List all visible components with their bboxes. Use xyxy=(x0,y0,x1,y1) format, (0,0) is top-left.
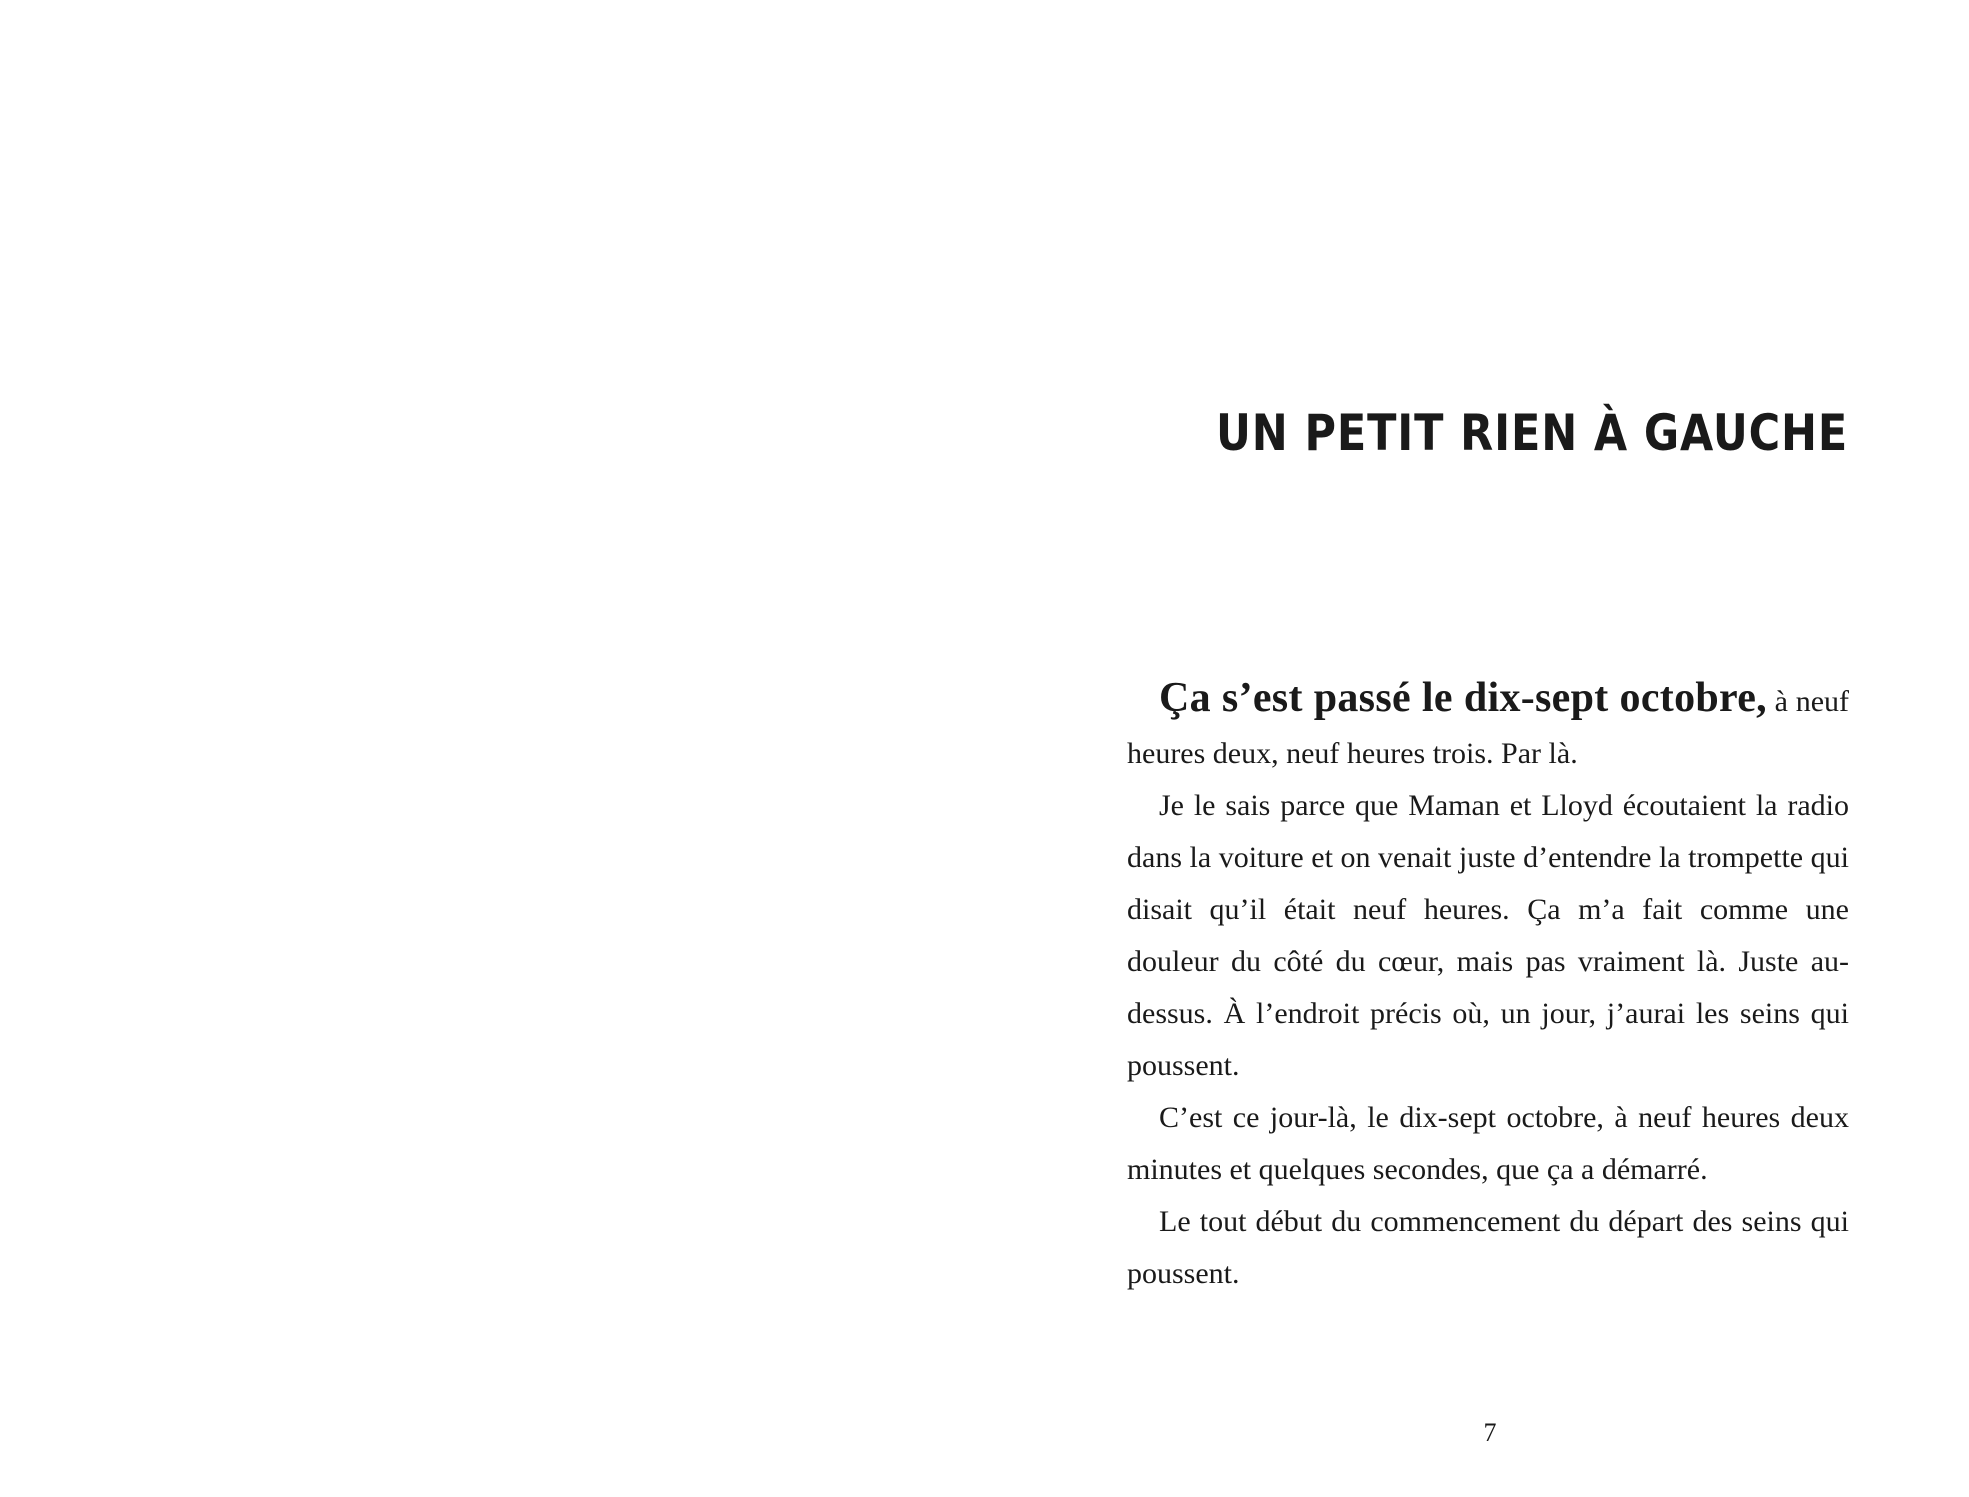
lead-in-text: Ça s’est passé le dix-sept octobre, xyxy=(1159,675,1767,721)
chapter-title: UN PETIT RIEN À GAUCHE xyxy=(1216,404,1849,462)
left-page-blank xyxy=(0,0,984,1497)
paragraph-4: Le tout début du commencement du départ des seins qui poussent. xyxy=(1127,1205,1849,1290)
paragraph-3: C’est ce jour-là, le dix-sept octobre, à neuf heures deux minutes et quelques secondes, que ça a démarré. xyxy=(1127,1101,1849,1186)
paragraph-1 xyxy=(1127,672,1849,780)
paragraph-2: Je le sais parce que Maman et Lloyd écoutaient la radio dans la voiture et on venait juste d’entendre la trompette qui disait qu’il était neuf heures. Ça m’a fait comme une douleur du côté du cœur, mais pas vraiment là. Juste au-dessus. À l’endroit précis où, un jour, j’aurai les seins qui poussent. xyxy=(1127,789,1849,1082)
paragraph-1-text: à neuf heures deux, neuf heures trois. Par là. xyxy=(1127,685,1849,770)
body-text xyxy=(1127,672,1849,1300)
page-number: 7 xyxy=(1483,1418,1497,1447)
